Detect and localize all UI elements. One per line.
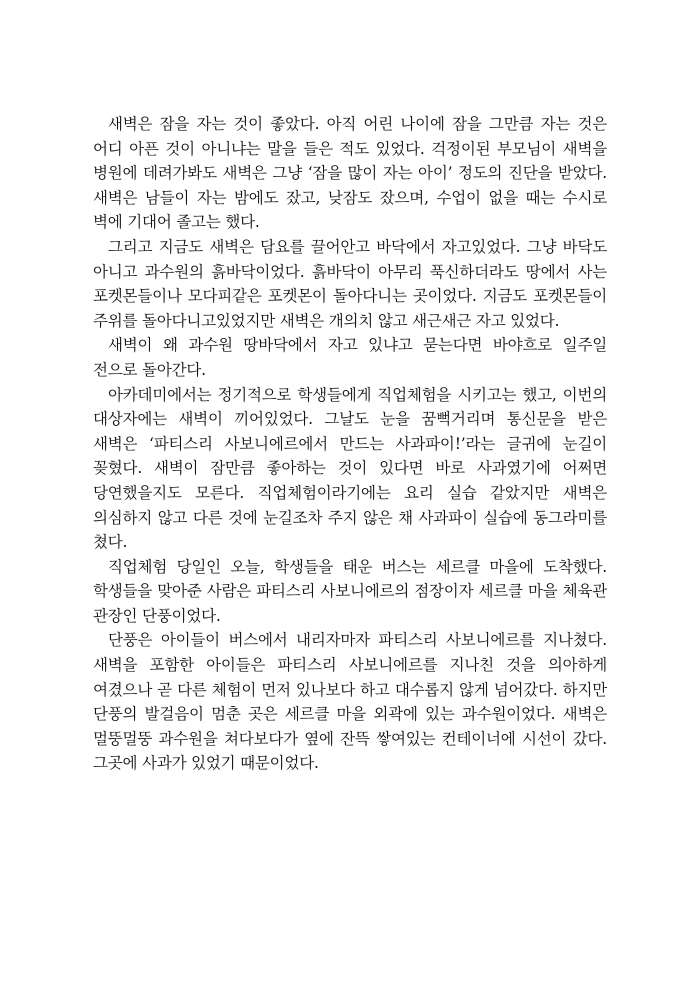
document-page	[93, 112, 607, 776]
paragraph-1: 새벽은 잠을 자는 것이 좋았다. 아직 어린 나이에 잠을 그만큼 자는 것은 어디 아픈 것이 아니냐는 말을 들은 적도 있었다. 걱정이된 부모님이 새벽을 병원에 데려가봐도 새벽은 그냥 ‘잠을 많이 자는 아이’ 정도의 진단을 받았다. 새벽은 남들이 자는 밤에도 잤고, 낮잠도 잤으며, 수업이 없을 때는 수시로 벽에 기대어 졸고는 했다.	[93, 115, 607, 232]
paragraph-3: 새벽이 왜 과수원 땅바닥에서 자고 있냐고 묻는다면 바야흐로 일주일 전으로 돌아간다.	[93, 336, 607, 379]
paragraph-4: 아카데미에서는 정기적으로 학생들에게 직업체험을 시키고는 했고, 이번의 대상자에는 새벽이 끼어있었다. 그날도 눈을 꿈뻑거리며 통신문을 받은 새벽은 ‘파티스리 사보니에르에서 만드는 사과파이!’라는 글귀에 눈길이 꽂혔다. 새벽이 잠만큼 좋아하는 것이 있다면 바로 사과였기에 어쩌면 당연했을지도 모른다. 직업체험이라기에는 요리 실습 같았지만 새벽은 의심하지 않고 다른 것에 눈길조차 주지 않은 채 사과파이 실습에 동그라미를 쳤다.	[93, 385, 607, 552]
paragraph-2: 그리고 지금도 새벽은 담요를 끌어안고 바닥에서 자고있었다. 그냥 바닥도 아니고 과수원의 흙바닥이었다. 흙바닥이 아무리 푹신하더라도 땅에서 사는 포켓몬들이나 모다피같은 포켓몬이 돌아다니는 곳이었다. 지금도 포켓몬들이 주위를 돌아다니고있었지만 새벽은 개의치 않고 새근새근 자고 있었다.	[93, 237, 607, 330]
paragraph-5: 직업체험 당일인 오늘, 학생들을 태운 버스는 세르클 마을에 도착했다. 학생들을 맞아준 사람은 파티스리 사보니에르의 점장이자 세르클 마을 체육관 관장인 단풍이었다.	[93, 557, 607, 625]
paragraph-6: 단풍은 아이들이 버스에서 내리자마자 파티스리 사보니에르를 지나쳤다. 새벽을 포함한 아이들은 파티스리 사보니에르를 지나친 것을 의아하게 여겼으나 곧 다른 체험이 먼저 있나보다 하고 대수롭지 않게 넘어갔다. 하지만 단풍의 발걸음이 멈춘 곳은 세르클 마을 외곽에 있는 과수원이었다. 새벽은 멀뚱멀뚱 과수원을 쳐다보다가 옆에 잔뜩 쌓여있는 컨테이너에 시선이 갔다. 그곳에 사과가 있었기 때문이었다.	[93, 631, 607, 773]
